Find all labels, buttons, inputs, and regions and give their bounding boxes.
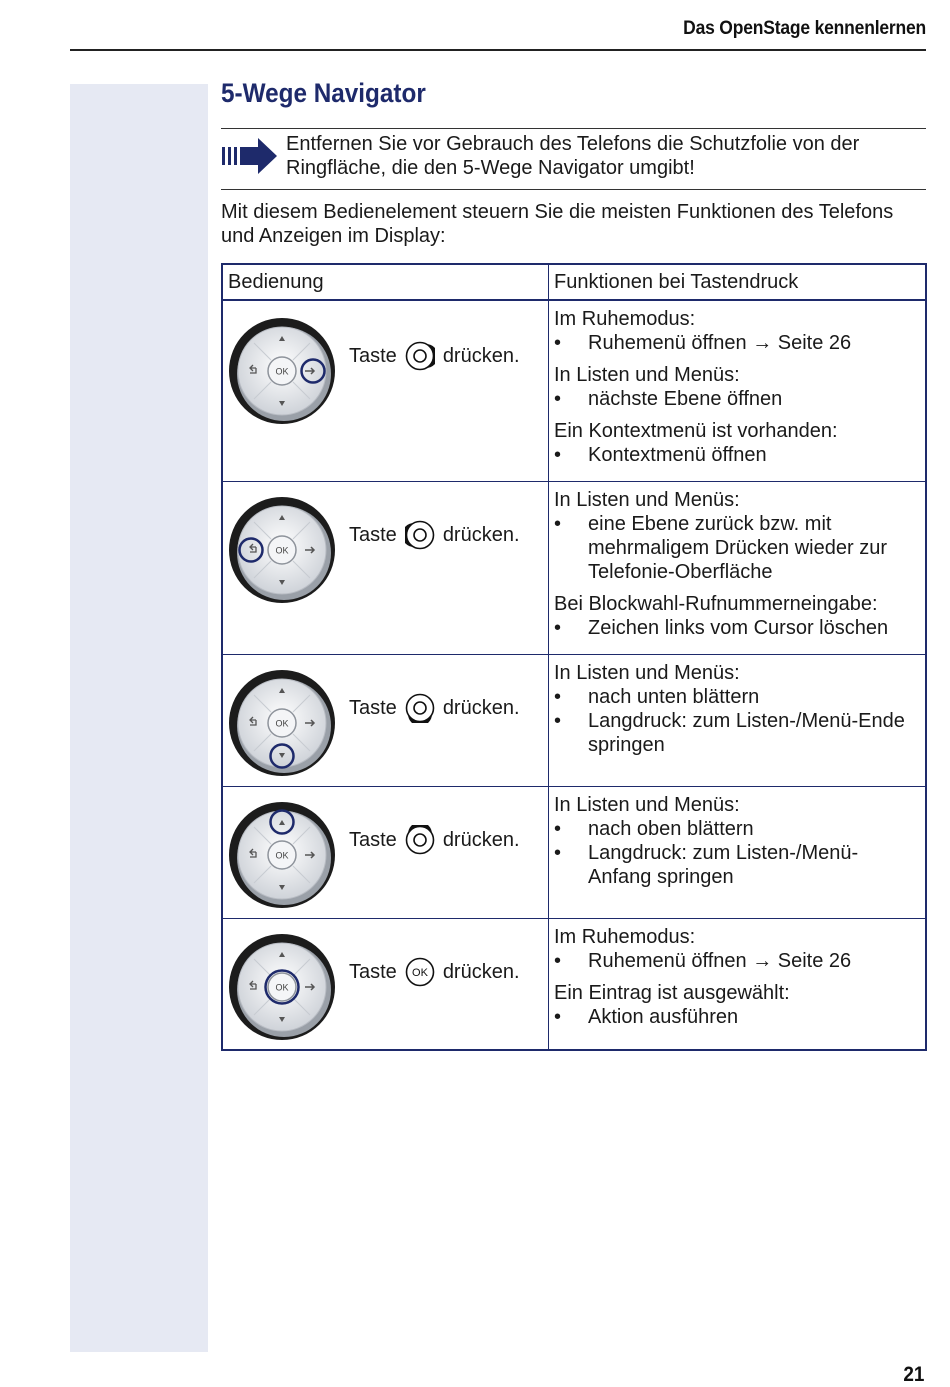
function-block — [554, 981, 921, 1029]
instruction-prefix: Taste — [349, 345, 397, 367]
operation-instruction — [349, 693, 520, 723]
margin-sidebar — [70, 84, 208, 1352]
list-item: • eine Ebene zurück bzw. mit mehrmaligem Drücken wieder zur Telefonie-Oberfläche — [554, 512, 921, 584]
functions-cell — [549, 654, 927, 786]
operation-cell — [222, 786, 549, 918]
intro-paragraph: Mit diesem Bedienelement steuern Sie die meisten Funktionen des Telefons und Anzeigen im Display: — [221, 201, 894, 247]
note-bottom-divider — [221, 189, 926, 190]
instruction-suffix: drücken. — [442, 828, 520, 851]
function-block — [554, 925, 921, 973]
function-list — [554, 512, 921, 584]
list-item: • nächste Ebene öffnen — [554, 387, 921, 411]
function-context-heading: Bei Blockwahl-Rufnummerneingabe: — [554, 592, 878, 615]
list-item: • Kontextmenü öffnen — [554, 443, 921, 467]
function-context-heading: Im Ruhemodus: — [554, 308, 696, 330]
navigator-left-highlight-icon — [228, 496, 336, 604]
navigator-table — [221, 263, 927, 1051]
section-title: 5-Wege Navigator — [221, 78, 426, 108]
operation-cell — [222, 300, 549, 481]
operation-cell — [222, 918, 549, 1050]
instruction-prefix: Taste — [349, 696, 397, 719]
list-item: • nach oben blättern — [554, 817, 921, 841]
functions-cell — [549, 786, 927, 918]
table-row — [222, 918, 926, 1050]
navigator-left-key-icon — [405, 520, 435, 550]
function-block — [554, 419, 921, 467]
navigator-down-highlight-icon — [228, 669, 336, 777]
navigator-right-key-icon — [405, 341, 435, 371]
function-context-heading: In Listen und Menüs: — [554, 488, 740, 511]
functions-cell — [549, 300, 927, 481]
operation-instruction — [349, 520, 520, 550]
navigator-up-highlight-icon — [228, 801, 336, 909]
table-header-row — [222, 264, 926, 300]
function-list — [554, 685, 921, 757]
note-top-divider — [221, 128, 926, 129]
navigator-right-highlight-icon — [228, 317, 336, 425]
function-context-heading: In Listen und Menüs: — [554, 661, 740, 684]
function-list — [554, 443, 921, 467]
function-list — [554, 949, 921, 973]
function-block — [554, 488, 921, 584]
instruction-prefix: Taste — [349, 523, 397, 546]
list-item: • Zeichen links vom Cursor löschen — [554, 616, 921, 640]
operation-instruction — [349, 825, 520, 855]
function-list — [554, 1005, 921, 1029]
function-block — [554, 363, 921, 411]
svg-text:OK: OK — [275, 850, 289, 860]
instruction-prefix: Taste — [349, 960, 397, 983]
list-item: • Aktion ausführen — [554, 1005, 921, 1029]
instruction-suffix: drücken. — [442, 960, 520, 983]
function-block — [554, 592, 921, 640]
function-block — [554, 661, 921, 757]
navigator-up-key-icon — [405, 825, 435, 855]
function-context-heading: In Listen und Menüs: — [554, 364, 740, 386]
function-list — [554, 616, 921, 640]
operation-instruction — [349, 957, 520, 987]
instruction-prefix: Taste — [349, 828, 397, 851]
list-item: • nach unten blättern — [554, 685, 921, 709]
instruction-suffix: drücken. — [442, 345, 520, 367]
instruction-suffix: drücken. — [442, 523, 520, 546]
function-block — [554, 307, 921, 355]
svg-text:OK: OK — [275, 718, 289, 728]
arrow-right-icon — [222, 137, 278, 175]
instruction-suffix: drücken. — [442, 696, 520, 719]
operation-instruction — [349, 341, 520, 371]
function-context-heading: Ein Eintrag ist ausgewählt: — [554, 981, 790, 1004]
table-row — [222, 481, 926, 654]
svg-text:OK: OK — [275, 545, 289, 555]
svg-text:OK: OK — [411, 966, 428, 979]
functions-cell — [549, 481, 927, 654]
table-row — [222, 786, 926, 918]
svg-text:OK: OK — [275, 366, 289, 377]
list-item: • Langdruck: zum Listen-/Menü-Ende springen — [554, 709, 921, 757]
function-list — [554, 817, 921, 889]
table-row — [222, 654, 926, 786]
header-divider — [70, 49, 926, 51]
function-block — [554, 793, 921, 889]
navigator-ok-key-icon — [405, 957, 435, 987]
functions-cell — [549, 918, 927, 1050]
svg-text:OK: OK — [275, 982, 289, 992]
list-item: • Langdruck: zum Listen-/Menü-Anfang springen — [554, 841, 921, 889]
operation-cell — [222, 481, 549, 654]
note-text: Entfernen Sie vor Gebrauch des Telefons die Schutzfolie von der Ringfläche, die den 5-Wege Navigator umgibt! — [286, 133, 860, 179]
table-row — [222, 300, 926, 481]
page-number: 21 — [902, 1363, 924, 1386]
function-context-heading: Ein Kontextmenü ist vorhanden: — [554, 420, 838, 442]
column-header-functions: Funktionen bei Tastendruck — [549, 264, 927, 300]
function-list — [554, 331, 921, 355]
chapter-title: Das OpenStage kennenlernen — [683, 18, 926, 39]
list-item: • Ruhemenü öffnen → Seite 26 — [554, 331, 921, 355]
function-context-heading: Im Ruhemodus: — [554, 925, 696, 948]
function-list — [554, 387, 921, 411]
column-header-operation: Bedienung — [222, 264, 549, 300]
list-item: • Ruhemenü öffnen → Seite 26 — [554, 949, 921, 973]
navigator-ok-highlight-icon — [228, 933, 336, 1041]
function-context-heading: In Listen und Menüs: — [554, 793, 740, 816]
operation-cell — [222, 654, 549, 786]
navigator-down-key-icon — [405, 693, 435, 723]
